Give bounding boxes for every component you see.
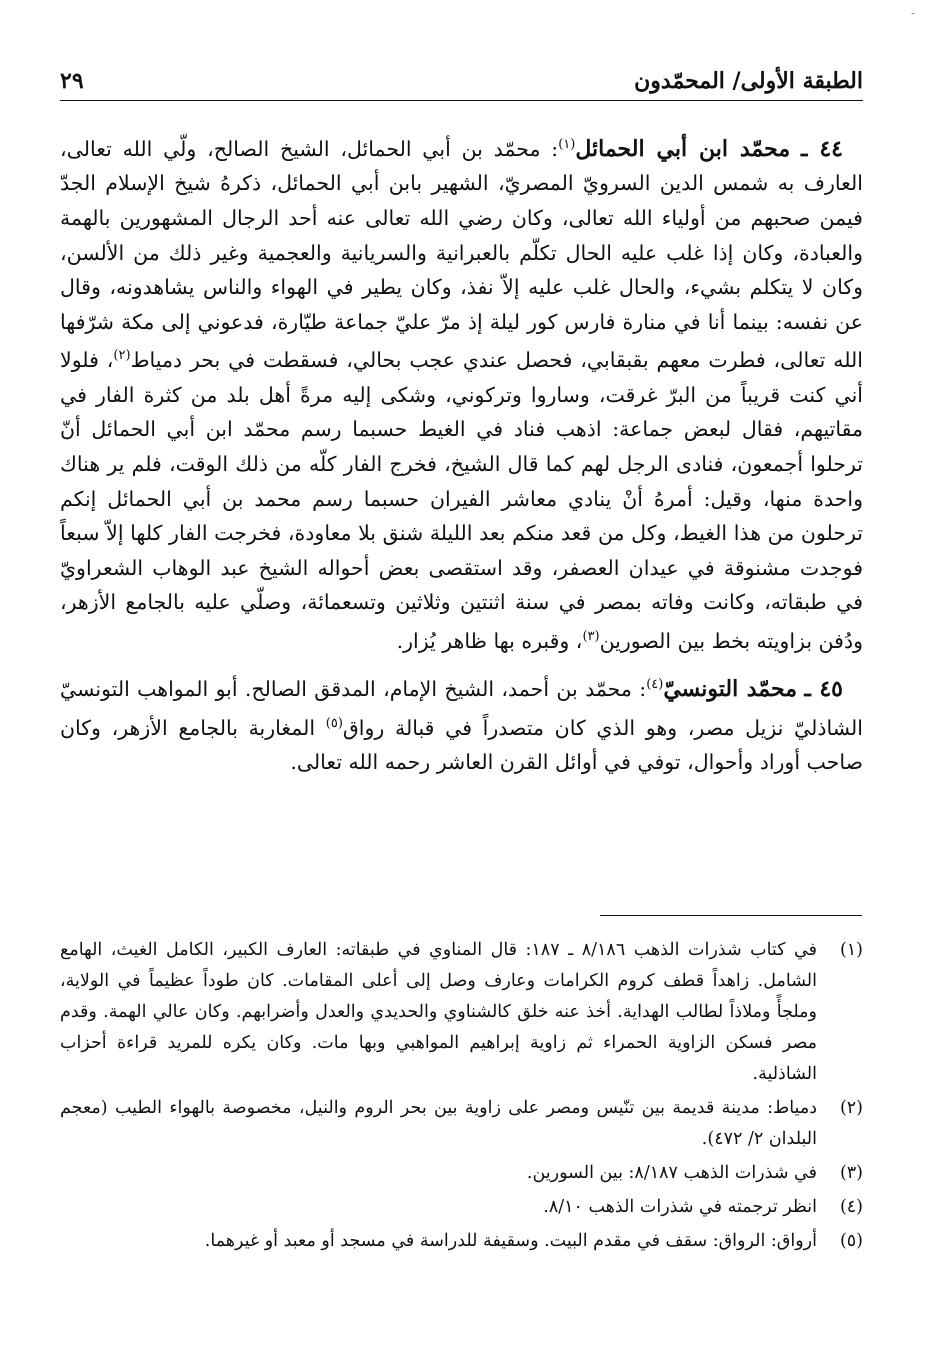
entry-text: : محمّد بن أحمد، الشيخ الإمام، المدقق الصالح. أبو المواهب التونسيّ الشاذليّ نزيل مصر، وهو الذي كان متصدراً في قبالة رواق — [60, 677, 863, 740]
footnotes — [60, 935, 863, 1260]
header-rule — [60, 100, 863, 101]
footnote — [60, 935, 863, 1090]
footnote-number: (٢) — [839, 1098, 863, 1118]
footnote — [60, 1158, 863, 1189]
entry-number: ٤٤ ـ — [800, 135, 843, 162]
entry-45 — [60, 668, 863, 779]
footnote-number: (٥) — [839, 1231, 863, 1251]
footnote-number: (٤) — [839, 1197, 863, 1217]
footnote-text: في شذرات الذهب ٨/١٨٧: بين السورين. — [526, 1163, 817, 1183]
footnote-ref: (٥) — [325, 715, 343, 731]
footnote-number: (١) — [839, 940, 863, 960]
entry-44 — [60, 128, 863, 658]
footnote-text: انظر ترجمته في شذرات الذهب ٨/١٠. — [543, 1197, 817, 1217]
footnote — [60, 1192, 863, 1223]
footnote-text: أرواق: الرواق: سقف في مقدم البيت. وسقيفة للدراسة في مسجد أو معبد أو غيرهما. — [204, 1231, 817, 1251]
page-number: ٢٩ — [60, 68, 84, 94]
footnote — [60, 1093, 863, 1155]
entry-number: ٤٥ ـ — [804, 676, 843, 703]
footnote-separator — [600, 915, 862, 916]
entry-name: محمّد ابن أبي الحمائل — [575, 135, 791, 162]
entry-text: ، وقبره بها ظاهر يُزار. — [396, 628, 583, 653]
footnote-ref: (١) — [558, 137, 576, 152]
running-title: الطبقة الأولى/ المحمّدون — [634, 68, 863, 94]
footnote-text: في كتاب شذرات الذهب ٨/١٨٦ ـ ١٨٧: قال المناوي في طبقاته: العارف الكبير، الكامل الغيث، الهامع الشامل. زاهداً قطف كروم الكرامات وعارف وصل إلى أعلى المقامات. كان طوداً عظيماً في الولاية، وملجأً وملاذاً لطالب الهداية. أخذ عنه خلق كالشناوي والحديدي والعدل وأضرابهم. وكان عالي الهمة. وقدم مصر فسكن الزاوية الحمراء ثم زاوية إبراهيم المواهبي وبها مات. وكان يكره للمريد قراءة أحزاب الشاذلية. — [60, 940, 817, 1084]
page-header — [60, 60, 863, 94]
entry-text: المغاربة بالجامع الأزهر، وكان صاحب أوراد وأحوال، توفي في أوائل القرن العاشر رحمه الله تعالى. — [60, 715, 863, 775]
footnote-ref: (٤) — [646, 677, 664, 693]
footnote — [60, 1226, 863, 1257]
corner-mark: - — [910, 6, 915, 20]
entry-text: : محمّد بن أبي الحمائل، الشيخ الصالح، ولّي الله تعالى، العارف به شمس الدين السرويّ المصريّ، الشهير بابن أبي الحمائل، ذكرهُ شيخ الإسلام الجدّ فيمن صحبهم من أولياء الله تعالى، وكان رضي الله تعالى عنه أحد الرجال المشهورين بالهمة والعبادة، وكان إذا غلب عليه الحال تكلّم بالعبرانية والسريانية والعجمية وغير ذلك من الألسن، وكان لا يتكلم بشيء، والحال غلب عليه إلاّ نفذ، وكان يطير في الهواء والناس يشاهدونه، وقال عن نفسه: بينما أنا في منارة فارس كور ليلة إذ مرّ عليّ جماعة طيّارة، فدعوني إلى مكة شرّفها الله تعالى، فطرت معهم بقبقابي، فحصل عندي عجب بحالي، فسقطت في بحر دمياط — [60, 136, 863, 373]
entry-text: ، فلولا أني كنت قريباً من البرّ غرقت، وساروا وتركوني، وشكى إليه مرةً أهل بلد من كثرة الفار في مقاتيهم، فقال لبعض جماعة: اذهب فناد في الغيط حسبما رسم محمّد ابن أبي الحمائل أنّ ترحلوا أجمعون، فنادى الرجل لهم كما قال الشيخ، فخرج الفار كلّه من ذلك الوقت، فلم ير هناك واحدة منها، وقيل: أمرهُ أنْ ينادي معاشر الفيران حسبما رسم محمد بن أبي الحمائل إنكم ترحلون من هذا الغيط، وكل من قعد منكم بعد الليلة شنق بلا معاودة، فخرجت الفار كلها إلاّ سبعاً فوجدت مشنوقة في عيدان العصفر، وقد استقصى بعض أحواله الشيخ عبد الوهاب الشعراويّ في طبقاته، وكانت وفاته بمصر في سنة اثنتين وثلاثين وتسعمائة، وصلّي عليه بالجامع الأزهر، ودُفن بزاويته بخط بين الصورين — [60, 348, 863, 653]
footnote-number: (٣) — [839, 1163, 863, 1183]
main-text — [60, 128, 863, 790]
footnote-ref: (٢) — [113, 348, 131, 364]
footnote-ref: (٣) — [582, 628, 600, 644]
entry-name: محمّد التونسيّ — [663, 676, 798, 703]
footnote-text: دمياط: مدينة قديمة بين تنّيس ومصر على زاوية بين بحر الروم والنيل، مخصوصة بالهواء الطيب (معجم البلدان ٢/ ٤٧٢). — [60, 1098, 817, 1149]
